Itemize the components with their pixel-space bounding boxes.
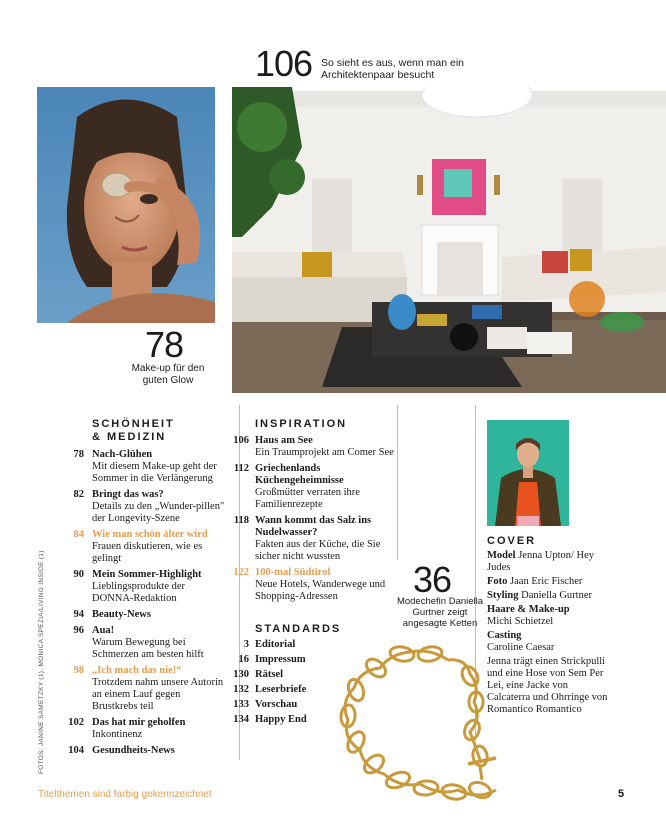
toc-title: Bringt das was? xyxy=(92,489,164,500)
toc-title: 100-mal Südtirol xyxy=(255,567,331,578)
beauty-photo[interactable] xyxy=(37,87,215,323)
toc-title: Wie man schön älter wird xyxy=(92,529,208,540)
toc-title: Nach-Glühen xyxy=(92,449,153,460)
toc-entry[interactable] xyxy=(232,515,394,563)
toc-description: Warum Bewegung bei Schmerzen am besten hilft xyxy=(92,637,204,660)
beauty-page-number: 78 xyxy=(145,324,184,365)
necklace-page-number: 36 xyxy=(413,559,452,600)
toc-page-number: 112 xyxy=(233,463,249,474)
feature-page-number: 106 xyxy=(255,43,313,84)
toc-title: Gesundheits-News xyxy=(92,745,175,756)
toc-entry[interactable] xyxy=(232,435,394,459)
toc-entry[interactable] xyxy=(46,529,226,565)
cover-photo-credit: Foto Jaan Eric Fischer xyxy=(487,576,583,587)
toc-page-number: 96 xyxy=(73,625,84,636)
toc-page-number: 134 xyxy=(233,714,249,725)
toc-description: Frauen diskutieren, wie es gelingt xyxy=(92,541,203,564)
toc-title: Aua! xyxy=(92,625,115,636)
toc-page-number: 104 xyxy=(68,745,84,756)
cover-description: Jenna trägt einen Strickpulli und eine Hose von Sem Per Lei, eine Jacke von Calcaterra und Ohrringe von Romantico Romantico xyxy=(487,656,608,715)
toc-page-number: 82 xyxy=(73,489,84,500)
toc-page-number: 78 xyxy=(73,449,84,460)
toc-title: Happy End xyxy=(255,714,307,725)
toc-page-number: 132 xyxy=(233,684,249,695)
toc-entry[interactable] xyxy=(46,489,226,525)
toc-entry[interactable] xyxy=(46,625,226,661)
necklace-caption: Modechefin Daniella Gurtner zeigt angesagte Ketten xyxy=(396,596,484,629)
toc-entry[interactable] xyxy=(46,609,226,621)
toc-entry[interactable] xyxy=(46,569,226,605)
toc-description: Ein Traumprojekt am Comer See xyxy=(255,447,394,458)
toc-title: Vorschau xyxy=(255,699,298,710)
toc-page-number: 118 xyxy=(233,515,249,526)
toc-entry[interactable] xyxy=(46,717,226,741)
toc-entry[interactable] xyxy=(46,665,226,713)
cover-photo[interactable] xyxy=(487,420,569,526)
toc-title: Wann kommt das Salz ins Nudelwasser? xyxy=(255,515,372,538)
section-heading: INSPIRATION xyxy=(255,418,348,430)
toc-page-number: 16 xyxy=(238,654,249,665)
section-heading: COVER xyxy=(487,535,537,547)
feature-caption: So sieht es aus, wenn man ein Architektenpaar besucht xyxy=(321,57,465,81)
toc-page-number: 98 xyxy=(73,665,84,676)
toc-entry[interactable] xyxy=(46,745,226,757)
toc-page-number: 133 xyxy=(233,699,249,710)
toc-description: Details zu den „Wunder-pillen" der Longevity-Szene xyxy=(92,501,225,524)
toc-description: Fakten aus der Küche, die Sie sicher nicht wussten xyxy=(255,539,381,562)
toc-page-number: 106 xyxy=(233,435,249,446)
toc-page-number: 130 xyxy=(233,669,249,680)
toc-title: Griechenlands Küchengeheimnisse xyxy=(255,463,344,486)
toc-title: Beauty-News xyxy=(92,609,151,620)
toc-title: Rätsel xyxy=(255,669,283,680)
photo-credit: FOTOS: JANINE SAMETZKY (1), MONICA SPEZIA/LIVING INSIDE (1) xyxy=(38,550,45,774)
toc-entry[interactable] xyxy=(232,463,394,511)
toc-page-number: 84 xyxy=(73,529,84,540)
interior-photo[interactable] xyxy=(232,87,666,393)
section-heading: SCHÖNHEIT xyxy=(92,418,175,430)
toc-page-number: 122 xyxy=(233,567,249,578)
toc-title: „Ich mach das nie!“ xyxy=(92,665,182,676)
toc-description: Lieblingsprodukte der DONNA-Redaktion xyxy=(92,581,186,604)
section-heading: STANDARDS xyxy=(255,623,342,635)
cover-hair-makeup: Haare & Make-up Michi Schietzel xyxy=(487,604,570,627)
toc-title: Impressum xyxy=(255,654,306,665)
toc-description: Neue Hotels, Wanderwege und Shopping-Adressen xyxy=(255,579,386,602)
page-number: 5 xyxy=(618,788,625,800)
toc-description: Inkontinenz xyxy=(92,729,143,740)
toc-description: Mit diesem Make-up geht der Sommer in die Verlängerung xyxy=(92,461,217,484)
section-heading: & MEDIZIN xyxy=(92,431,167,443)
toc-entry[interactable] xyxy=(46,449,226,485)
toc-title: Editorial xyxy=(255,639,296,650)
necklace-photo[interactable] xyxy=(330,640,550,820)
toc-page-number: 90 xyxy=(73,569,84,580)
toc-entry[interactable] xyxy=(232,567,394,603)
toc-title: Das hat mir geholfen xyxy=(92,717,186,728)
cover-styling: Styling Daniella Gurtner xyxy=(487,590,592,601)
toc-description: Großmütter verraten ihre Familienrezepte xyxy=(255,487,360,510)
toc-title: Haus am See xyxy=(255,435,313,446)
toc-beauty-section xyxy=(46,418,226,761)
toc-title: Mein Sommer-Highlight xyxy=(92,569,202,580)
toc-page-number: 102 xyxy=(68,717,84,728)
cover-model: Model Jenna Upton/ Hey Judes xyxy=(487,550,595,573)
cover-casting: Casting Caroline Caesar xyxy=(487,630,555,653)
beauty-caption: Make-up für den guten Glow xyxy=(131,363,205,386)
toc-description: Trotzdem nahm unsere Autorin an einem Lauf gegen Brustkrebs teil xyxy=(92,677,224,712)
toc-page-number: 94 xyxy=(73,609,84,620)
toc-title: Leserbriefe xyxy=(255,684,307,695)
column-divider xyxy=(397,405,398,560)
toc-page-number: 3 xyxy=(243,639,249,650)
footer-note: Titelthemen sind farbig gekennzeichnet xyxy=(38,789,212,800)
